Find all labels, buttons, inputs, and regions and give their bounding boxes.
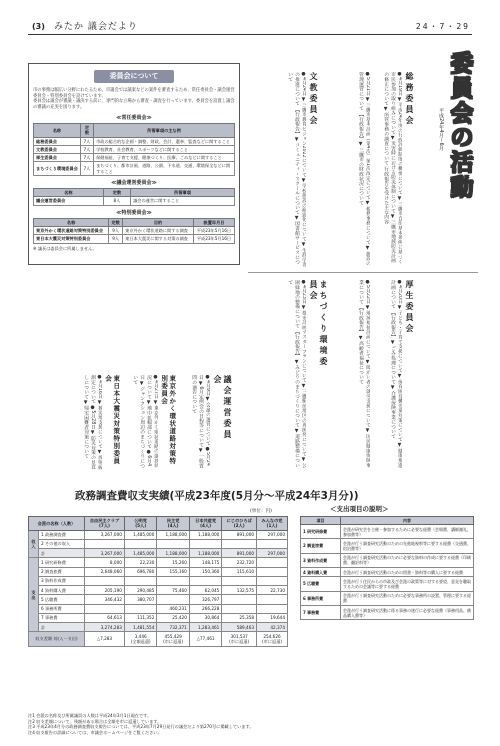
table-cell: 732,371	[157, 623, 189, 632]
committee-desc: まちづくり、都市計画、道路、公園、下水道、交通、環境保全などに関すること	[94, 162, 235, 176]
table-cell: 3,267,000	[85, 549, 125, 558]
table-cell: 1,188,000	[157, 549, 189, 558]
committee-count: 7人	[80, 145, 93, 153]
column-text: ●4月16日 ▼被災地支援について ▼放射線測定について ●5月28日 ▼防災対策の見直しについて ▼帰宅困難者対策について	[83, 375, 102, 470]
committee-count: 7人	[80, 137, 93, 145]
table-cell	[257, 558, 288, 567]
table-cell	[257, 604, 288, 613]
expense-item: 1 研究研修費	[301, 525, 341, 539]
balance-row	[29, 632, 288, 647]
expense-desc: 会派が研究会を主催・参加するために必要な経費（会場費、講師謝礼、参加費等）	[341, 525, 474, 539]
committee-date: 平成23年5月16日	[193, 235, 234, 243]
table-row	[29, 595, 288, 604]
finance-table-wrap	[28, 516, 288, 647]
column-heading: 東日本大震災対策特別委員会	[104, 375, 121, 465]
row-label: 7 事務費	[39, 613, 85, 622]
table-cell: 42,374	[257, 623, 288, 632]
table-row	[29, 549, 288, 558]
table-cell: 696,780	[124, 567, 156, 576]
table-cell: 589,463	[222, 623, 257, 632]
activity-title	[446, 52, 478, 202]
finance-notes	[28, 713, 478, 736]
special-committee-table	[33, 218, 235, 244]
header-divider	[28, 34, 472, 35]
committee-name: 東日本大震災対策特別委員会	[34, 235, 109, 243]
committee-desc: 東京外かく環状道路に関する調査	[123, 227, 194, 235]
table-cell: 891,000	[222, 549, 257, 558]
expense-item: 2 調査旅費	[301, 539, 341, 553]
table-cell: 22,230	[124, 558, 156, 567]
table-cell: 3,267,000	[85, 530, 125, 539]
col-header: 民主党 (4人)	[157, 517, 189, 531]
balance-cell	[157, 632, 189, 647]
table-cell: 891,000	[222, 530, 257, 539]
title-char: 会	[450, 100, 474, 127]
committee-date: 平成23年5月16日	[193, 227, 234, 235]
column-text: ●4月19日 ▼平成24年度の行政評価制度の概要について ▼三鷹市自治基本条例に基づく市民参加の取り組みについて ▼災害時における防災体制について ▼三鷹市地域防災計画の修正について ▼所管事務の調査について 行政報告を受けた主な内容	[383, 72, 402, 264]
table-row	[29, 539, 288, 548]
table-cell	[157, 539, 189, 548]
balance-value: △77,461	[196, 636, 215, 642]
info-paragraph: 委員会は議会が審議・議決する前に、専門的な立場から審査・調査を行っています。委員会を設置し議会の審議の充実を図ります。	[33, 99, 235, 111]
table-cell: 205,190	[85, 586, 125, 595]
balance-cell	[85, 632, 125, 647]
committee-name: まちづくり環境委員会	[34, 162, 81, 176]
title-char: 活	[450, 150, 474, 177]
table-cell: 22,730	[257, 586, 288, 595]
table-cell: 346,432	[85, 595, 125, 604]
standing-committee-title: ≪常任委員会≫	[116, 114, 152, 121]
note-line: 注4 収支報告の詳細については、市議会ホームページをご覧ください。	[28, 730, 162, 736]
column-text: ●4月20日 ▼子ども・子育て支援について ▼保育園待機児童対策について ▼健康推進計画について 【行政報告】 ▼ごみ処理について ▼介護保険事業について	[390, 280, 402, 468]
table-cell: 232,720	[222, 558, 257, 567]
table-cell: 132,575	[222, 586, 257, 595]
table-cell: 2,648,060	[85, 567, 125, 576]
title-char: の	[450, 125, 474, 152]
section-divider	[248, 272, 478, 273]
column-text: ●4月24日 ▼三鷹市教育ビジョン2022について ▼学校施設の耐震化について ▼生涯学習の推進について 【行政報告】 ▼コミュニティ・スクールについて ▼図書館サービスについて	[287, 72, 306, 267]
table-cell	[85, 539, 125, 548]
column-heading: 厚生委員会	[405, 280, 414, 335]
col-header: 項目	[301, 517, 341, 525]
col-header: 所管事項	[131, 189, 235, 197]
table-cell: 150,360	[189, 567, 221, 576]
committee-desc: 議会の運営に関すること	[131, 197, 235, 205]
balance-value: 301,537	[230, 633, 248, 639]
table-row	[34, 227, 235, 235]
table-cell	[124, 576, 156, 585]
title-char: 動	[450, 175, 474, 202]
balance-note: (市に返還)	[262, 639, 283, 644]
table-cell	[222, 604, 257, 613]
expense-desc: 会派が行う調査研究活動のための図書・資料等の購入に要する経費	[341, 568, 474, 577]
col-header: 名称	[34, 218, 109, 226]
info-box-title: 委員会について	[94, 70, 174, 83]
table-cell: 148,175	[189, 558, 221, 567]
table-cell: 1,283,461	[189, 623, 221, 632]
col-header: 日本共産党 (4人)	[189, 517, 221, 531]
expense-desc: 会派が行う調査研究活動のために必要な事務所の設置、管理に要する経費	[341, 591, 474, 605]
table-row	[34, 162, 235, 176]
table-row	[301, 577, 474, 591]
table-cell	[222, 539, 257, 548]
col-header: にじのひろば (2人)	[222, 517, 257, 531]
table-cell: 111,352	[124, 613, 156, 622]
expense-desc-wrap	[300, 516, 474, 620]
col-header: 名称	[34, 124, 81, 138]
table-cell: 3,274,283	[85, 623, 125, 632]
table-cell	[157, 595, 189, 604]
table-cell: 1,485,000	[124, 549, 156, 558]
table-cell: 297,000	[257, 549, 288, 558]
expense-desc-title: ＜支出項目の説明＞	[330, 505, 389, 513]
title-char: 委	[450, 51, 474, 77]
table-row	[34, 154, 235, 162]
table-row	[301, 606, 474, 620]
row-label: 4 資料購入費	[39, 586, 85, 595]
table-cell	[124, 539, 156, 548]
table-row	[29, 558, 288, 567]
table-row	[34, 197, 235, 205]
table-cell	[85, 604, 125, 613]
col-header: 定数	[103, 189, 130, 197]
balance-cell	[257, 632, 288, 647]
table-cell: 25,358	[222, 613, 257, 622]
balance-value: 455,429	[164, 633, 182, 639]
table-row	[301, 539, 474, 553]
committee-count: 7人	[80, 154, 93, 162]
row-label: 6 事務所費	[39, 604, 85, 613]
table-cell: 19,644	[257, 613, 288, 622]
table-row	[301, 525, 474, 539]
finance-title: 政務調査費収支実績(平成23年度(5月分～平成24年3月分))	[75, 490, 359, 502]
row-label: 5 広聴費	[39, 595, 85, 604]
table-row	[34, 137, 235, 145]
table-cell	[222, 576, 257, 585]
column-heading: 東京外かく環状道路対策特別委員会	[160, 375, 177, 465]
issue-date: 24・7・29	[415, 22, 470, 31]
table-cell: 290,485	[124, 586, 156, 595]
table-cell: 115,610	[222, 567, 257, 576]
balance-value: △7,283	[96, 636, 113, 642]
info-footnote: ※ 議長は委員会に所属しません。	[33, 245, 97, 251]
table-row	[34, 145, 235, 153]
table-cell: 460,231	[157, 604, 189, 613]
page-number: (3)	[32, 22, 45, 31]
col-header: 定数	[109, 218, 123, 226]
table-cell	[189, 576, 221, 585]
table-cell: 30,864	[189, 613, 221, 622]
committee-count: 8人	[103, 197, 130, 205]
row-label: 2 調査旅費	[39, 567, 85, 576]
activity-period: 平成24年4月～6月	[438, 108, 444, 151]
table-row	[29, 586, 288, 595]
committee-name: 東京外かく環状道路対策特別委員会	[34, 227, 109, 235]
table-cell: 8,000	[85, 558, 125, 567]
publication-name: みたか 議会だより	[54, 22, 138, 32]
expense-item: 6 事務所費	[301, 591, 341, 605]
special-committee-title: ≪特別委員会≫	[116, 209, 152, 216]
expense-item: 7 事務費	[301, 606, 341, 620]
group-label: 支出	[29, 558, 39, 632]
committee-info-box	[28, 63, 240, 265]
row-label: 計	[39, 623, 85, 632]
expense-desc-table	[300, 516, 474, 620]
column-text: ●4月23日 ▼都市計画マスタープランについて ▼三鷹駅前地区の再開発について ▼公園緑地の整備について 【行政報告】 ▼みどりのまちづくりについて ▼道路整備について	[287, 280, 306, 468]
table-row	[29, 604, 288, 613]
column-text: ●5月21日 ▼三鷹市基本計画（第4次）第1次改定について ▼税務事務について ▼施設の管理運営について 【行政報告】 ▼三鷹市の財政状況について	[358, 72, 370, 266]
table-cell	[189, 539, 221, 548]
table-cell: 1,485,000	[124, 530, 156, 539]
table-cell: 1,188,000	[157, 530, 189, 539]
table-row	[301, 568, 474, 577]
col-header: 会派の名称（人数）	[29, 517, 85, 531]
row-label: 1 研究研修費	[39, 558, 85, 567]
table-cell	[257, 595, 288, 604]
table-cell: 326,797	[189, 595, 221, 604]
row-label: 収支差額 (収入－支出)	[29, 632, 85, 647]
balance-value: 254,626	[263, 633, 281, 639]
column-heading: 文教委員会	[309, 72, 318, 127]
balance-cell	[189, 632, 221, 647]
info-paragraph: 市の事務は幅広い分野にわたるため、市議会では議案などの案件を審査するため、常任委員会・議会運営委員会・特別委員会を設けています。	[33, 87, 235, 99]
note-line: 注2 収支差額について、残額がある場合は全額を市に返還しています。	[28, 718, 162, 724]
table-cell: 15,260	[157, 558, 189, 567]
balance-note: (市に返還)	[163, 639, 184, 644]
committee-name: 総務委員会	[34, 137, 81, 145]
table-row	[29, 567, 288, 576]
table-cell: 1,188,000	[189, 530, 221, 539]
table-row	[29, 613, 288, 622]
committee-desc: 学校教育、社会教育、スポーツなどに関すること	[94, 145, 235, 153]
row-label: 2 その他の収入	[39, 539, 85, 548]
expense-desc: 会派が行う調査研究活動のために必要な資料の作成に要する経費（印刷費、翻訳料等）	[341, 553, 474, 567]
row-label: 計	[39, 549, 85, 558]
committee-count: 7人	[80, 162, 93, 176]
col-header: 設置年月日	[193, 218, 234, 226]
column-text: ●4月27日 ▼東京外かく環状道路の進捗状況について ▼地中拡幅部について ●6月4日 ▼ジャンクション周辺のまちづくりについて	[132, 375, 158, 468]
table-cell	[85, 576, 125, 585]
table-row	[301, 553, 474, 567]
balance-note: (全額返還)	[130, 639, 151, 644]
expense-desc: 会派が行う住民からの市政及び会派の政策等に対する要望、意見を聴取するための会議等に要する経費	[341, 577, 474, 591]
row-label: 1 政務調査費	[39, 530, 85, 539]
column-text: ●4月9日 ▼会議の運営について ●5月24日 ▼6月定例会の日程等について ▼一般質問の通告について	[191, 375, 210, 468]
steering-committee-table	[33, 188, 235, 206]
table-cell: 62,045	[189, 586, 221, 595]
table-cell: 1,481,554	[124, 623, 156, 632]
col-header: 目的	[123, 218, 194, 226]
column-heading: まちづくり環境委員会	[309, 280, 328, 368]
table-cell	[257, 567, 288, 576]
committee-desc: 東日本大震災に関する対策の調査	[123, 235, 194, 243]
balance-value: 3,446	[134, 633, 147, 639]
finance-unit: (単位：円)	[250, 509, 272, 514]
balance-cell	[222, 632, 257, 647]
table-row	[301, 591, 474, 605]
table-cell: 266,228	[189, 604, 221, 613]
column-heading: 総務委員会	[405, 72, 414, 127]
finance-table	[28, 516, 288, 647]
committee-name: 厚生委員会	[34, 154, 81, 162]
column-heading: 議会運営委員会	[213, 375, 232, 441]
balance-note: (市に返還)	[229, 639, 250, 644]
standing-committee-table	[33, 123, 235, 176]
committee-desc: 市政の総合的な企画・調整、財政、会計、選挙、監査などに関すること	[94, 137, 235, 145]
table-cell	[257, 576, 288, 585]
note-line: 注3 平成23年4月分の政務調査費収支報告については、平成23年7月29日発行の議会だより第270号に掲載しています。	[28, 724, 254, 730]
table-cell	[222, 595, 257, 604]
table-cell: 75,460	[157, 586, 189, 595]
table-row	[29, 623, 288, 632]
committee-desc: 保健福祉、子育て支援、健康づくり、医療、ごみなどに関すること	[94, 154, 235, 162]
col-header: 定数	[80, 124, 93, 138]
table-cell	[257, 539, 288, 548]
table-cell: 64,613	[85, 613, 125, 622]
committee-name: 文教委員会	[34, 145, 81, 153]
note-line: 注1 会派の名称及び所属議員の人数は平成24年3月1日現在です。	[28, 713, 152, 718]
table-cell: 297,000	[257, 530, 288, 539]
table-row	[34, 235, 235, 243]
expense-item: 4 資料購入費	[301, 568, 341, 577]
steering-committee-title: ≪議会運営委員会≫	[111, 179, 157, 186]
table-row	[29, 576, 288, 585]
table-cell	[124, 604, 156, 613]
committee-name: 議会運営委員会	[34, 197, 104, 205]
table-row	[29, 530, 288, 539]
col-header: 所管事項の主な例	[94, 124, 235, 138]
col-header: 自由民主クラブ (7人)	[85, 517, 125, 531]
expense-desc: 会派が行う調査研究活動に係る事務の遂行に必要な経費（事務用品、備品購入費等）	[341, 606, 474, 620]
col-header: 内容	[341, 517, 474, 525]
table-cell: 1,188,000	[189, 549, 221, 558]
committee-count: 9人	[109, 227, 123, 235]
expense-desc: 会派が行う調査研究活動のための先進地視察等に要する経費（交通費、宿泊費等）	[341, 539, 474, 553]
title-char: 員	[450, 75, 474, 102]
row-label: 3 資料作成費	[39, 576, 85, 585]
table-cell	[157, 576, 189, 585]
column-text: ●5月22日 ▼地域福祉計画について ▼障がい者の就労支援について ▼国民健康保険事業について 【行政報告】 ▼高齢者福祉について	[358, 280, 370, 468]
table-cell: 25,420	[157, 613, 189, 622]
col-header: みんなの党 (1人)	[257, 517, 288, 531]
col-header: 公明党 (5人)	[124, 517, 156, 531]
balance-cell	[124, 632, 156, 647]
expense-item: 5 広聴費	[301, 577, 341, 591]
table-cell: 380,707	[124, 595, 156, 604]
table-cell: 155,160	[157, 567, 189, 576]
col-header: 名称	[34, 189, 104, 197]
committee-count: 9人	[109, 235, 123, 243]
expense-item: 3 資料作成費	[301, 553, 341, 567]
group-label: 収入	[29, 530, 39, 558]
